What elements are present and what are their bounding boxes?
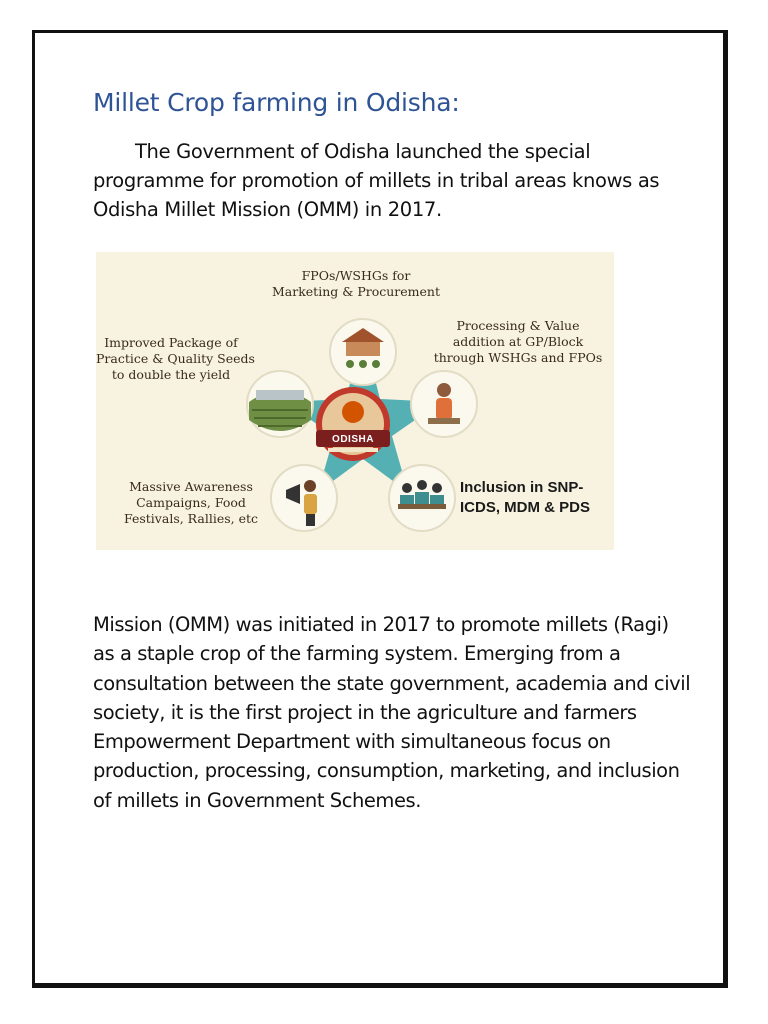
body-paragraph: Mission (OMM) was initiated in 2017 to promote millets (Ragi) as a staple crop of the farming system. Emerging from a consultation between the state government, academia and civil society, it is the first project in the agriculture and farmers Empowerment Department with simultaneous focus on production, processing, consumption, marketing, and inclusion of millets in Government Schemes.	[93, 613, 691, 812]
intro-paragraph	[93, 137, 683, 224]
caption-fpo-marketing: FPOs/WSHGs for Marketing & Procurement	[271, 268, 440, 299]
caption-processing: Processing & Value addition at GP/Block through WSHGs and FPOs	[433, 318, 603, 365]
caption-awareness: Massive Awareness Campaigns, Food Festivals, Rallies, etc	[123, 479, 259, 526]
intro-text: The Government of Odisha launched the special programme for promotion of millets in tribal areas knows as Odisha Millet Mission (OMM) in 2017.	[93, 140, 660, 221]
odisha-badge-label: ODISHA	[332, 434, 374, 445]
odisha-millets-emblem	[316, 387, 390, 461]
page-title: Millet Crop farming in Odisha:	[93, 88, 460, 117]
megaphone-icon	[271, 465, 337, 531]
school-meal-icon	[389, 465, 455, 531]
millet-mission-infographic	[96, 252, 614, 550]
caption-inclusion: Inclusion in SNP- ICDS, MDM & PDS	[460, 479, 591, 516]
market-stall-icon	[330, 319, 396, 385]
processing-icon	[411, 371, 477, 437]
caption-improved-seeds: Improved Package of Practice & Quality Seeds to double the yield	[96, 335, 255, 382]
field-icon	[247, 371, 313, 437]
